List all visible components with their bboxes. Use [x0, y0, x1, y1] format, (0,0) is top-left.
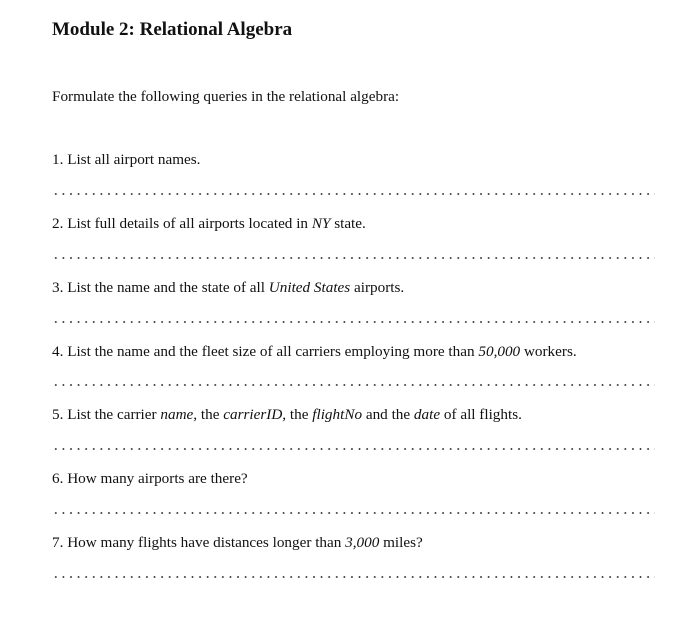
page-title: Module 2: Relational Algebra	[52, 19, 293, 40]
question-2	[52, 214, 366, 234]
question-text: List the carrier name, the carrierID, the flightNo and the date of all flights.	[67, 406, 522, 423]
question-text: List full details of all airports located in NY state.	[67, 215, 366, 232]
question-number: 5.	[52, 406, 64, 423]
question-text: List all airport names.	[67, 151, 201, 168]
question-text: List the name and the fleet size of all carriers employing more than 50,000 workers.	[67, 343, 577, 360]
question-number: 6.	[52, 470, 64, 487]
question-text: List the name and the state of all United States airports.	[67, 279, 405, 296]
answer-line-3	[52, 321, 655, 323]
question-6	[52, 469, 248, 489]
question-1	[52, 150, 200, 170]
question-4	[52, 342, 577, 362]
question-number: 3.	[52, 279, 64, 296]
answer-line-7	[52, 576, 655, 578]
question-7	[52, 533, 423, 553]
question-3	[52, 278, 404, 298]
question-number: 4.	[52, 343, 64, 360]
question-5	[52, 405, 522, 425]
answer-line-2	[52, 257, 655, 259]
answer-line-5	[52, 448, 655, 450]
question-number: 2.	[52, 215, 64, 232]
question-number: 7.	[52, 534, 64, 551]
question-text: How many flights have distances longer than 3,000 miles?	[67, 534, 423, 551]
intro-text: Formulate the following queries in the relational algebra:	[52, 88, 400, 105]
question-text: How many airports are there?	[67, 470, 248, 487]
answer-line-4	[52, 384, 655, 386]
question-number: 1.	[52, 151, 64, 168]
answer-line-1	[52, 193, 655, 195]
answer-line-6	[52, 512, 655, 514]
